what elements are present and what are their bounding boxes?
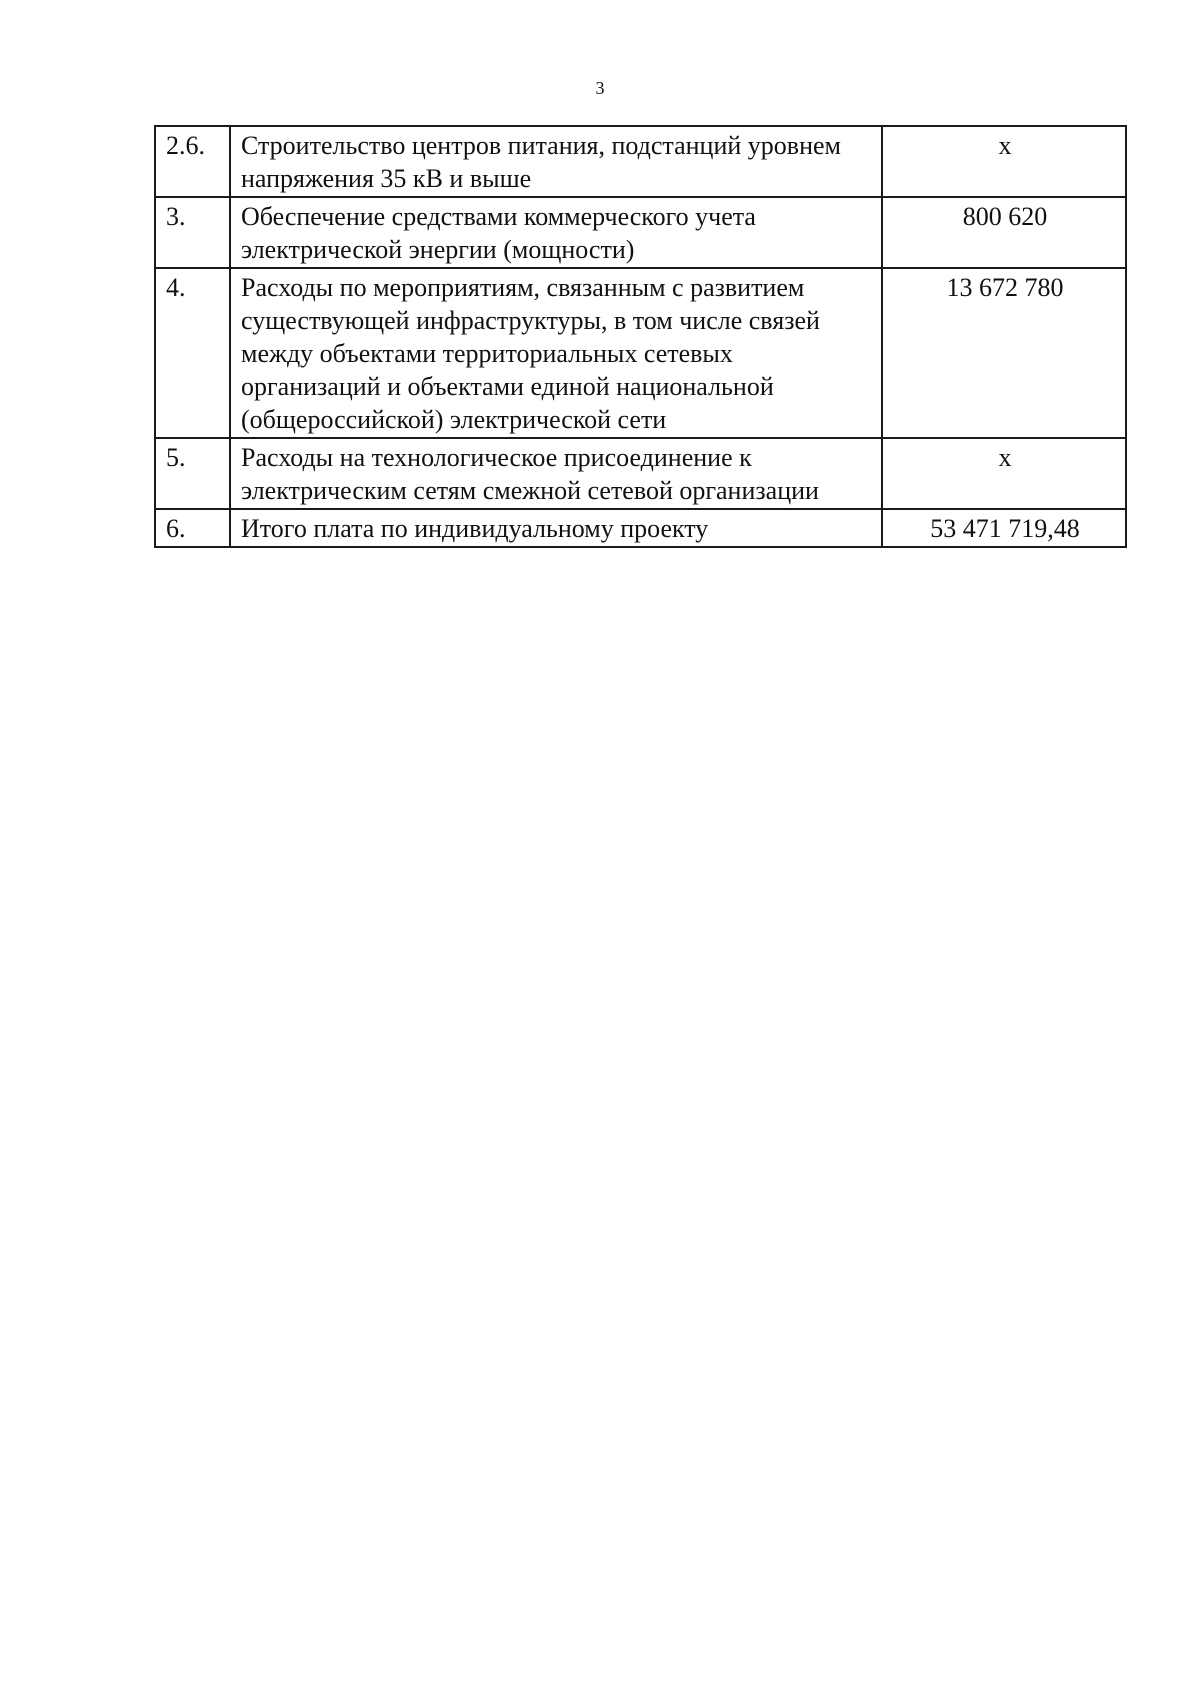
row-value: х xyxy=(882,126,1126,197)
row-number: 6. xyxy=(155,509,230,547)
row-description: Расходы по мероприятиям, связанным с развитием существующей инфраструктуры, в том числе связей между объектами территориальных сетевых организаций и объектами единой национальной (общероссийской) электрической сети xyxy=(230,268,882,438)
row-description: Обеспечение средствами коммерческого учета электрической энергии (мощности) xyxy=(230,197,882,268)
row-value: 800 620 xyxy=(882,197,1126,268)
row-value: х xyxy=(882,438,1126,509)
table-row xyxy=(155,126,1126,197)
page-number: 3 xyxy=(595,78,605,98)
row-number: 5. xyxy=(155,438,230,509)
row-number: 2.6. xyxy=(155,126,230,197)
row-description: Строительство центров питания, подстанций уровнем напряжения 35 кВ и выше xyxy=(230,126,882,197)
table-row xyxy=(155,197,1126,268)
fee-table xyxy=(154,125,1127,548)
row-number: 3. xyxy=(155,197,230,268)
row-value: 13 672 780 xyxy=(882,268,1126,438)
row-description: Итого плата по индивидуальному проекту xyxy=(230,509,882,547)
row-value: 53 471 719,48 xyxy=(882,509,1126,547)
row-description: Расходы на технологическое присоединение к электрическим сетям смежной сетевой организации xyxy=(230,438,882,509)
row-number: 4. xyxy=(155,268,230,438)
table-row xyxy=(155,268,1126,438)
table-row xyxy=(155,438,1126,509)
table-row-total xyxy=(155,509,1126,547)
